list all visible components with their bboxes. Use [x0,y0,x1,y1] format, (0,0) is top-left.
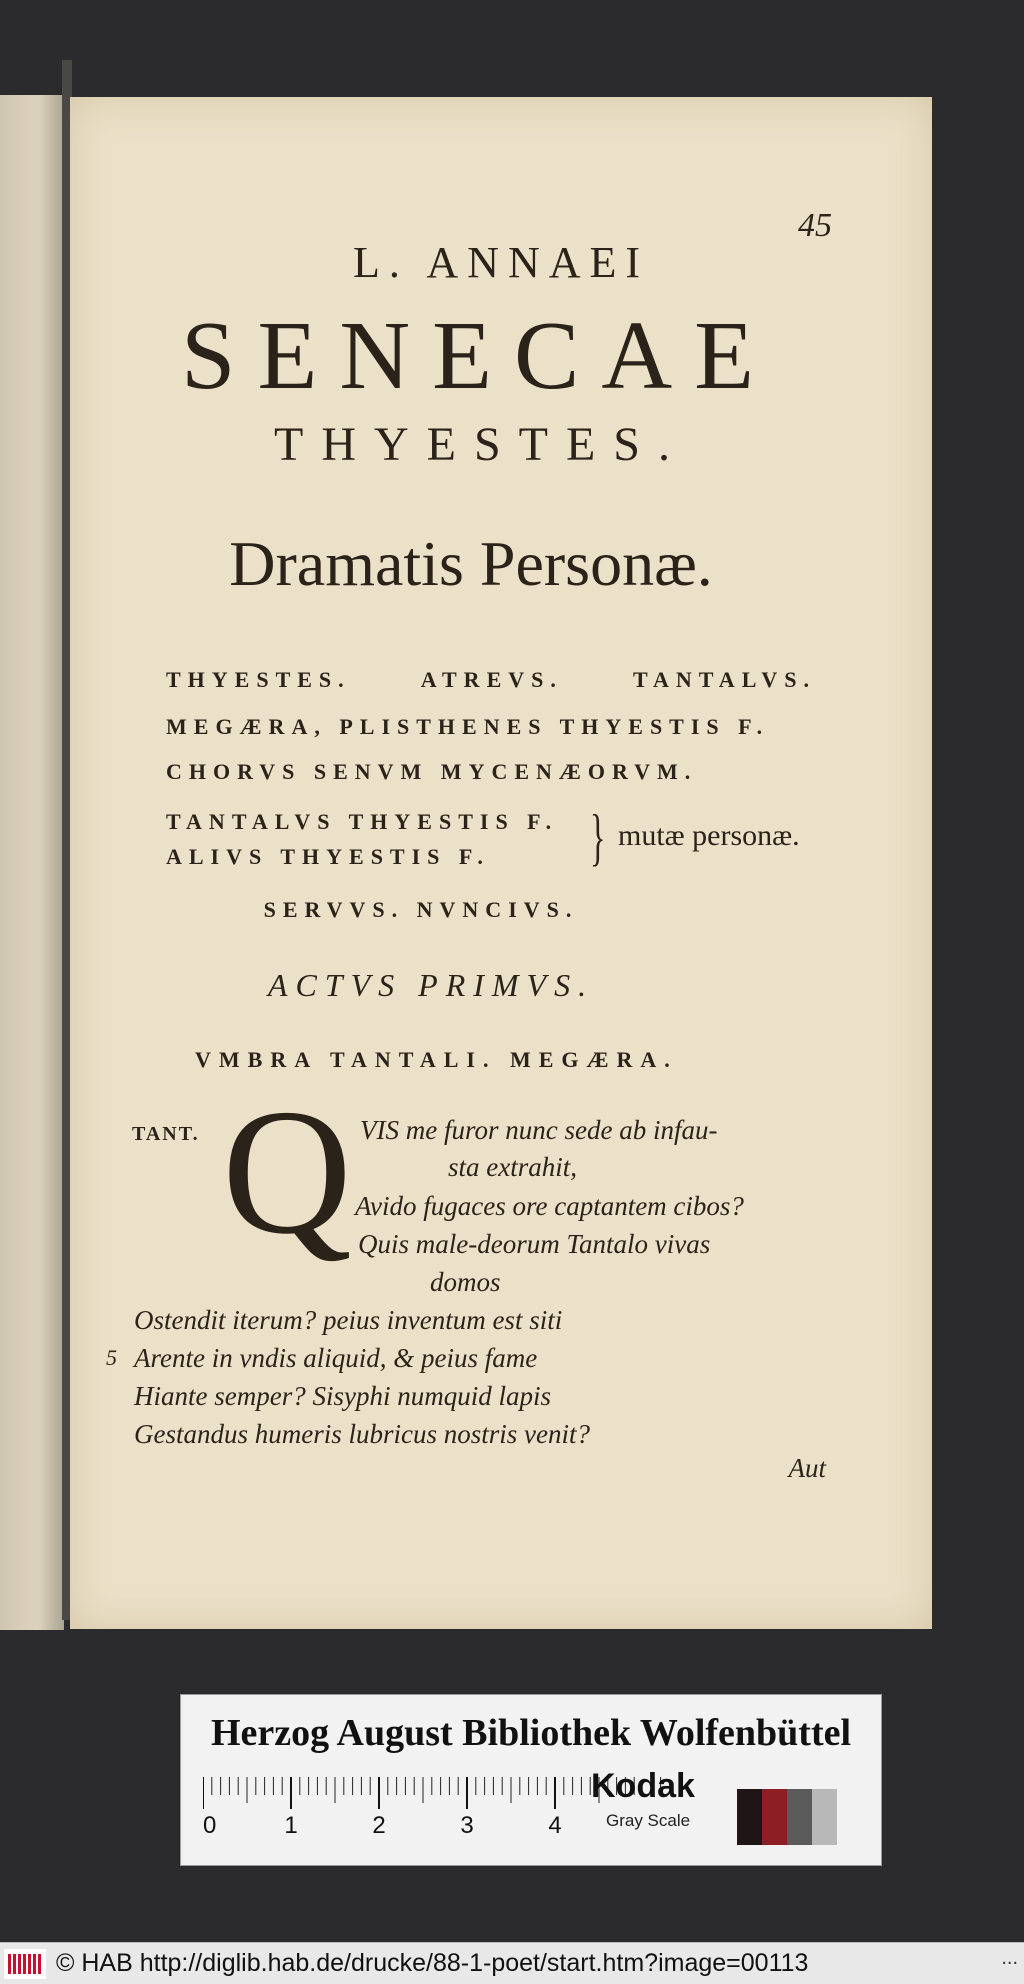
author-line: L. ANNAEI [352,238,650,287]
ruler-label: 2 [372,1812,386,1835]
ruler-label: 3 [460,1812,474,1835]
color-swatches [737,1789,837,1845]
verse-line: Arente in vndis aliquid, & peius fame [134,1343,538,1373]
color-card [180,1694,882,1866]
verse-line: sta extrahit, [448,1152,577,1182]
dramatis-title: Dramatis Personæ. [229,528,713,599]
ruler-label: 0 [203,1812,217,1835]
drop-cap: Q [222,1072,352,1271]
catchword: Aut [788,1453,826,1483]
verse-line: Quis male-deorum Tantalo vivas [358,1229,711,1259]
ruler-label: 4 [548,1812,562,1835]
scene-heading: VMBRA TANTALI. MEGÆRA. [195,1047,678,1072]
line-number: 5 [106,1345,117,1370]
cast-row-5: ALIVS THYESTIS F. [166,844,490,869]
book-page [70,97,932,1629]
mutae-personae: mutæ personæ. [618,819,800,852]
act-heading: ACTVS PRIMVS. [267,967,595,1003]
play-title: THYESTES. [274,418,688,471]
cast-row-4: TANTALVS THYESTIS F. [166,809,559,834]
gray-scale-label: Gray Scale [606,1811,691,1830]
kodak-logo: Kodak [591,1767,695,1805]
swatch [812,1789,837,1845]
brace-glyph: } [590,801,606,872]
swatch [787,1789,812,1845]
cast-row-6: SERVVS. NVNCIVS. [263,897,579,922]
speaker-label: TANT. [132,1123,200,1145]
verse-line: domos [430,1267,501,1297]
cast-row-2: MEGÆRA, PLISTHENES THYESTIS F. [166,714,770,739]
author-name: SENECAE [181,302,776,410]
verse-line: Gestandus humeris lubricus nostris venit? [134,1419,590,1449]
folio-number: 45 [798,207,832,244]
more-menu-icon[interactable]: ... [1001,1947,1018,1969]
hab-logo-icon [4,1949,46,1979]
swatch [737,1789,762,1845]
card-title: Herzog August Bibliothek Wolfenbüttel [210,1712,852,1754]
previous-page-edge [0,95,64,1630]
footer-bar [0,1942,1024,1984]
cast-row-3: CHORVS SENVM MYCENÆORVM. [166,759,698,784]
swatch [762,1789,787,1845]
cast-row-1 [166,667,816,693]
ruler-label: 1 [284,1812,298,1835]
verse-line: Avido fugaces ore captantem cibos? [355,1191,744,1221]
footer-link[interactable]: © HAB http://diglib.hab.de/drucke/88-1-poet/start.htm?image=00113 [56,1949,809,1977]
verse-line: Ostendit iterum? peius inventum est siti [134,1305,563,1335]
cast-atreus: ATREVS. [420,667,563,692]
cast-tantalus: TANTALVS. [632,667,816,692]
verse-line: Hiante semper? Sisyphi numquid lapis [134,1381,551,1411]
verse-line: VIS me furor nunc sede ab infau- [360,1115,718,1145]
cast-thyestes: THYESTES. [166,667,351,692]
